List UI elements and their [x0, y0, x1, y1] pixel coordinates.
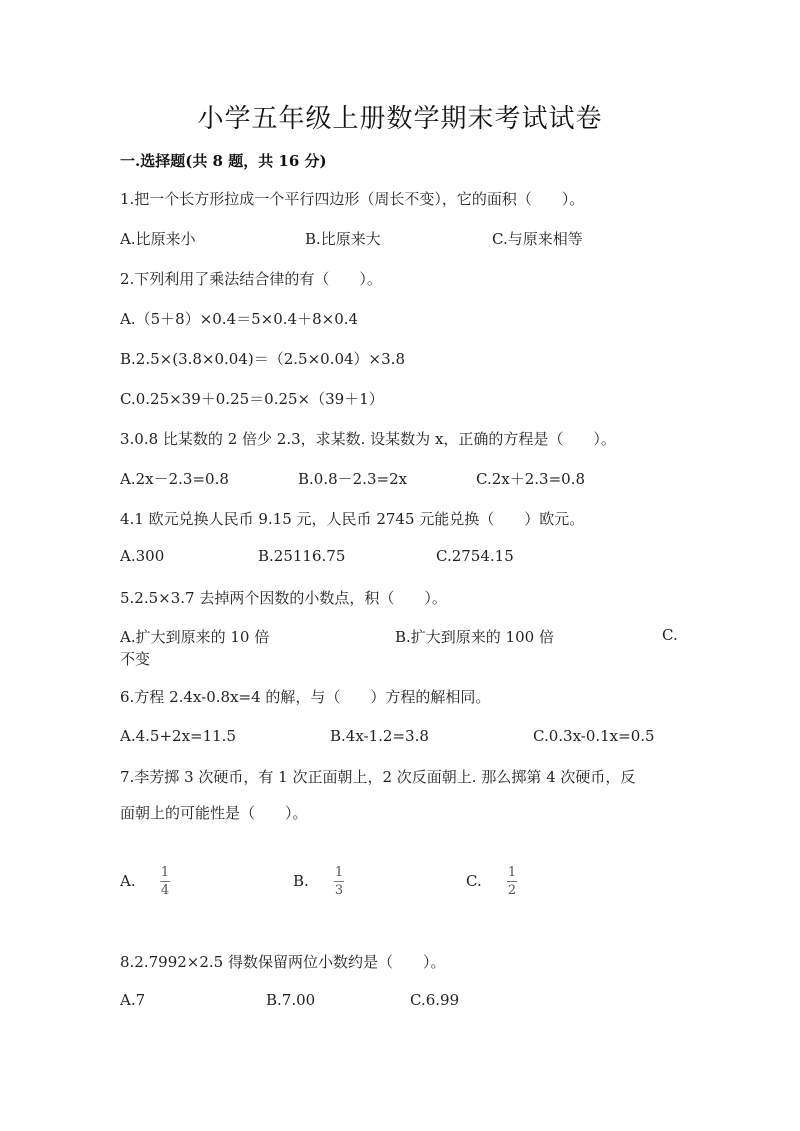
q8-option-b: B.7.00 [266, 991, 316, 1009]
fraction-numerator: 1 [507, 865, 517, 880]
fraction-denominator: 4 [160, 883, 170, 898]
q7-option-a-label: A. [120, 872, 136, 890]
q5-option-c-text: 不变 [120, 650, 151, 668]
q6-option-c: C.0.3x-0.1x=0.5 [533, 727, 655, 745]
fraction-bar [334, 881, 344, 882]
fraction-bar [507, 881, 517, 882]
fraction-numerator: 1 [334, 865, 344, 880]
question-1: 1.把一个长方形拉成一个平行四边形（周长不变），它的面积（ ）。 [120, 190, 585, 208]
section-heading: 一.选择题(共 8 题，共 16 分) [120, 152, 327, 170]
q4-option-a: A.300 [120, 547, 165, 565]
question-7-line-2: 面朝上的可能性是（ ）。 [120, 804, 308, 822]
question-7-line-1: 7.李芳掷 3 次硬币，有 1 次正面朝上，2 次反面朝上. 那么掷第 4 次硬币，反 [120, 768, 636, 786]
q7-option-c-label: C. [466, 872, 482, 890]
q7-option-c-fraction [507, 866, 517, 897]
q1-option-b: B.比原来大 [305, 230, 381, 248]
q8-option-a: A.7 [120, 991, 146, 1009]
fraction-denominator: 3 [334, 883, 344, 898]
q6-option-b: B.4x-1.2=3.8 [330, 727, 429, 745]
q3-option-a: A.2x－2.3=0.8 [120, 470, 229, 488]
q1-option-a: A.比原来小 [120, 230, 196, 248]
q8-option-c: C.6.99 [410, 991, 460, 1009]
fraction-bar [160, 881, 170, 882]
question-2: 2.下列利用了乘法结合律的有（ ）。 [120, 270, 382, 288]
q4-option-c: C.2754.15 [436, 547, 514, 565]
question-8: 8.2.7992×2.5 得数保留两位小数约是（ ）。 [120, 953, 446, 971]
question-4: 4.1 欧元兑换人民币 9.15 元，人民币 2745 元能兑换（ ）欧元。 [120, 510, 585, 528]
q3-option-c: C.2x＋2.3=0.8 [476, 470, 585, 488]
q7-option-b-fraction [334, 866, 344, 897]
q2-option-a: A.（5＋8）×0.4＝5×0.4＋8×0.4 [120, 310, 359, 328]
q1-option-c: C.与原来相等 [492, 230, 583, 248]
fraction-numerator: 1 [160, 865, 170, 880]
q3-option-b: B.0.8－2.3=2x [298, 470, 408, 488]
q6-option-a: A.4.5+2x=11.5 [120, 727, 236, 745]
q2-option-c: C.0.25×39＋0.25＝0.25×（39＋1） [120, 390, 384, 408]
q7-option-a-fraction [160, 866, 170, 897]
question-6: 6.方程 2.4x-0.8x=4 的解，与（ ）方程的解相同。 [120, 688, 491, 706]
question-3: 3.0.8 比某数的 2 倍少 2.3，求某数. 设某数为 x，正确的方程是（ ）。 [120, 430, 616, 448]
q4-option-b: B.25116.75 [258, 547, 346, 565]
q2-option-b: B.2.5×(3.8×0.04)＝（2.5×0.04）×3.8 [120, 350, 405, 368]
fraction-denominator: 2 [507, 883, 517, 898]
q5-option-a: A.扩大到原来的 10 倍 [120, 628, 270, 646]
q5-option-c-prefix: C. [662, 626, 678, 644]
q5-option-b: B.扩大到原来的 100 倍 [395, 628, 554, 646]
page-title: 小学五年级上册数学期末考试试卷 [197, 104, 603, 134]
question-5: 5.2.5×3.7 去掉两个因数的小数点，积（ ）。 [120, 589, 447, 607]
q7-option-b-label: B. [293, 872, 309, 890]
